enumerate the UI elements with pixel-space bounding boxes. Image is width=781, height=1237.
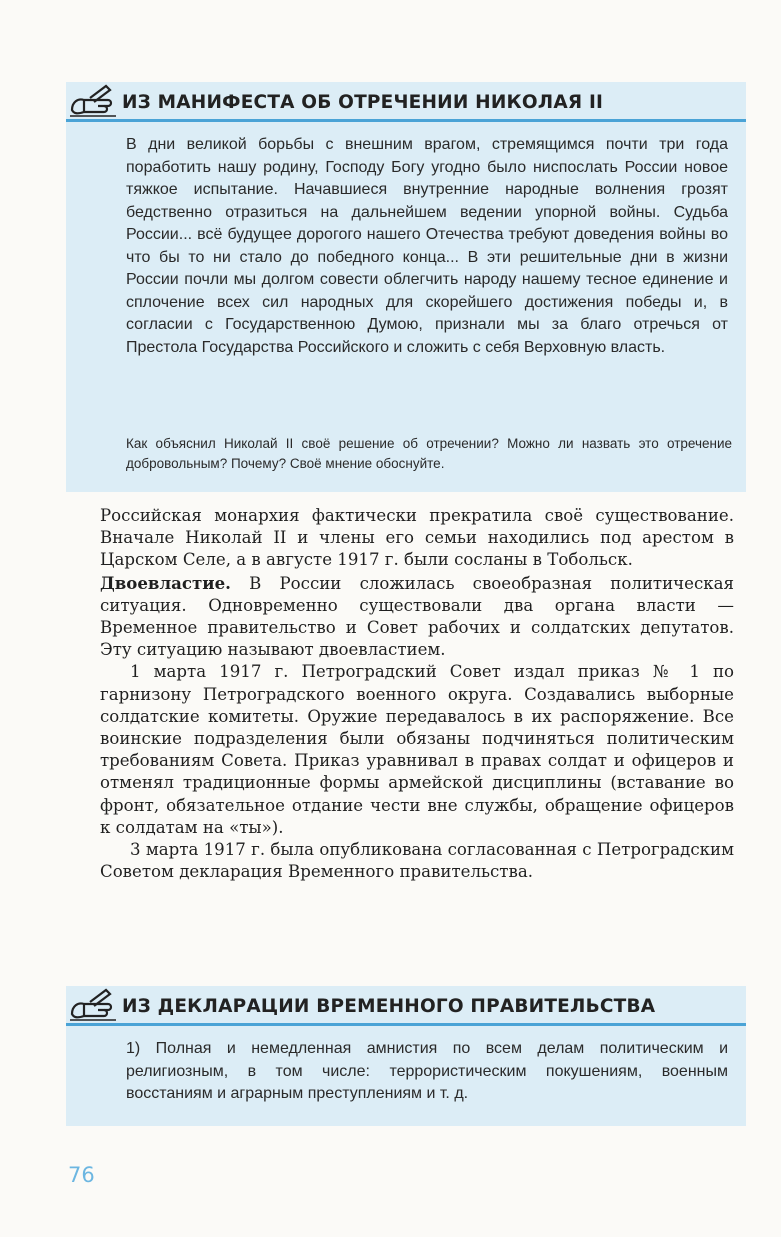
manifesto-question: Как объяснил Николай II своё решение об отречении? Можно ли назвать это отречение добровольным? Почему? Своё мнение обоснуйте. [126,436,732,471]
declaration-title: ИЗ ДЕКЛАРАЦИИ ВРЕМЕННОГО ПРАВИТЕЛЬСТВА [122,995,656,1017]
paragraph-dual-power-text: В России сложилась своеобразная политическая ситуация. Одновременно существовали два органа власти — Временное правительство и Совет рабочих и солдатских депутатов. Эту ситуацию называют двоевластием. [100,573,734,660]
page-number: 76 [68,1163,95,1187]
paragraph-dual-power [100,572,734,662]
pen-writing-icon [68,84,118,118]
pen-writing-icon [68,988,118,1022]
manifesto-header [66,82,746,122]
paragraph-order-1: 1 марта 1917 г. Петроградский Совет издал приказ № 1 по гарнизону Петроградского военного округа. Создавались выборные солдатские комитеты. Оружие передавалось в их распоряжение. Все воинские подразделения были обязаны подчиняться политическим требованиям Совета. Приказ уравнивал в правах солдат и офицеров и отменял традиционные формы армейской дисциплины (вставание во фронт, обязательное отдание чести вне службы, обращение офицеров к солдатам на «ты»). [100,662,734,837]
declaration-box [66,986,746,1126]
header-divider [66,1023,746,1026]
declaration-text: 1) Полная и немедленная амнистия по всем делам политическим и религиозным, в том числе: террористическим покушениям, военным восстаниям и аграрным преступлениям и т. д. [126,1040,728,1102]
paragraph-declaration: 3 марта 1917 г. была опубликована согласованная с Петроградским Советом декларация Временного правительства. [100,840,734,882]
main-text [100,505,734,883]
paragraph-monarchy: Российская монархия фактически прекратила своё существование. Вначале Николай II и члены его семьи находились под арестом в Царском Селе, а в августе 1917 г. были сосланы в Тобольск. [100,506,734,570]
declaration-header [66,986,746,1026]
term-dual-power: Двоевластие. [100,572,231,593]
manifesto-title: ИЗ МАНИФЕСТА ОБ ОТРЕЧЕНИИ НИКОЛАЯ II [122,91,604,113]
header-divider [66,119,746,122]
manifesto-box [66,82,746,492]
manifesto-text: В дни великой борьбы с внешним врагом, стремящимся почти три года поработить нашу родину, Господу Богу угодно было ниспослать России новое тяжкое испытание. Начавшиеся внутренние народные волнения грозят бедственно отразиться на дальнейшем ведении упорной войны. Судьба России... всё будущее дорогого нашего Отечества требуют доведения войны во что бы то ни стало до победного конца... В эти решительные дни в жизни России почли мы долгом совести облегчить народу нашему тесное единение и сплочение всех сил народных для скорейшего достижения победы и, в согласии с Государственною Думою, признали мы за благо отречься от Престола Государства Российского и сложить с себя Верховную власть. [126,136,728,356]
